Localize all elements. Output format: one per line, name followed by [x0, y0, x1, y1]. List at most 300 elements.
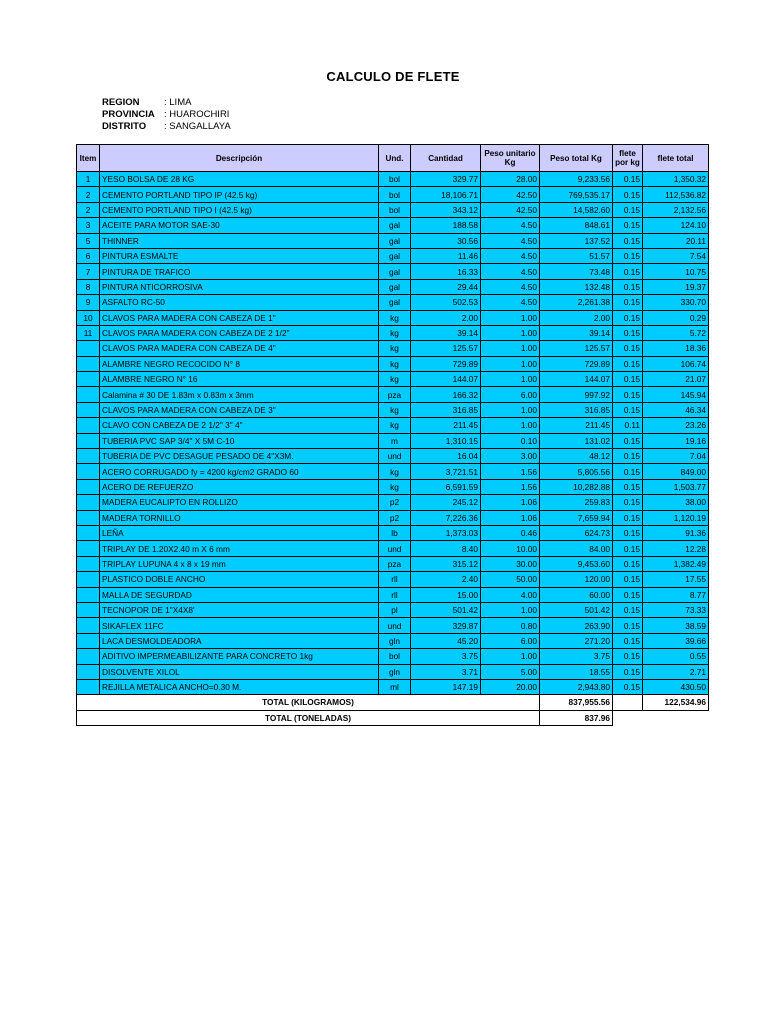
cell-cantidad: 502.53	[411, 295, 481, 310]
cell-flete-total: 112,536.82	[643, 187, 709, 202]
cell-descripcion: Calamina # 30 DE 1.83m x 0.83m x 3mm	[100, 387, 379, 402]
cell-descripcion: TUBERIA PVC SAP 3/4" X 5M C-10	[100, 433, 379, 448]
cell-flete-kg: 0.15	[613, 295, 643, 310]
table-row	[77, 248, 709, 263]
cell-flete-total: 1,382.49	[643, 556, 709, 571]
cell-descripcion: YESO BOLSA DE 28 KG	[100, 172, 379, 187]
meta-label: REGION	[102, 97, 140, 108]
meta-row	[102, 109, 231, 121]
table-row	[77, 556, 709, 571]
cell-und: m	[379, 433, 411, 448]
cell-flete-kg: 0.15	[613, 510, 643, 525]
cell-descripcion: PLASTICO DOBLE ANCHO	[100, 572, 379, 587]
cell-peso-unitario: 10.00	[481, 541, 540, 556]
cell-und: kg	[379, 341, 411, 356]
cell-peso-unitario: 1.00	[481, 402, 540, 417]
cell-cantidad: 329.87	[411, 618, 481, 633]
cell-peso-total: 48.12	[540, 449, 613, 464]
col-item-header: Item	[77, 145, 100, 172]
cell-und: kg	[379, 310, 411, 325]
cell-item	[77, 433, 100, 448]
cell-flete-total: 1,120.19	[643, 510, 709, 525]
table-row	[77, 325, 709, 340]
cell-peso-total: 259.83	[540, 495, 613, 510]
cell-flete-total: 20.11	[643, 233, 709, 248]
cell-descripcion: PINTURA ESMALTE	[100, 248, 379, 263]
cell-flete-kg: 0.15	[613, 248, 643, 263]
location-info	[102, 97, 231, 133]
cell-peso-total: 73.48	[540, 264, 613, 279]
cell-und: lb	[379, 525, 411, 540]
cell-flete-total: 2.71	[643, 664, 709, 679]
cell-cantidad: 501.42	[411, 602, 481, 617]
cell-item	[77, 587, 100, 602]
cell-peso-total: 84.00	[540, 541, 613, 556]
cell-peso-total: 2,261.38	[540, 295, 613, 310]
cell-peso-unitario: 1.00	[481, 325, 540, 340]
cell-item	[77, 372, 100, 387]
cell-cantidad: 316.85	[411, 402, 481, 417]
cell-peso-total: 18.55	[540, 664, 613, 679]
cell-descripcion: MADERA EUCALIPTO EN ROLLIZO	[100, 495, 379, 510]
cell-item	[77, 387, 100, 402]
table-row	[77, 479, 709, 494]
cell-peso-unitario: 50.00	[481, 572, 540, 587]
cell-item: 2	[77, 202, 100, 217]
cell-flete-kg: 0.15	[613, 633, 643, 648]
cell-cantidad: 16.33	[411, 264, 481, 279]
cell-flete-total: 91.36	[643, 525, 709, 540]
cell-und: gln	[379, 664, 411, 679]
cell-flete-total: 0.29	[643, 310, 709, 325]
total-kg-flete: 122,534.96	[643, 695, 709, 710]
cell-descripcion: ACEITE PARA MOTOR SAE-30	[100, 218, 379, 233]
cell-flete-total: 5.72	[643, 325, 709, 340]
cell-peso-total: 39.14	[540, 325, 613, 340]
cell-peso-total: 137.52	[540, 233, 613, 248]
cell-und: bol	[379, 649, 411, 664]
cell-und: pl	[379, 602, 411, 617]
cell-und: rll	[379, 572, 411, 587]
cell-peso-total: 120.00	[540, 572, 613, 587]
cell-flete-total: 145.94	[643, 387, 709, 402]
cell-peso-unitario: 1.00	[481, 372, 540, 387]
cell-item	[77, 402, 100, 417]
meta-value: : LIMA	[164, 97, 192, 108]
table-row	[77, 218, 709, 233]
cell-flete-kg: 0.15	[613, 279, 643, 294]
cell-flete-kg: 0.15	[613, 464, 643, 479]
cell-cantidad: 729.89	[411, 356, 481, 371]
cell-flete-kg: 0.15	[613, 618, 643, 633]
cell-peso-total: 9,233.56	[540, 172, 613, 187]
cell-und: kg	[379, 418, 411, 433]
col-peso-unitario-header: Peso unitario Kg	[481, 145, 540, 172]
cell-cantidad: 144.07	[411, 372, 481, 387]
cell-cantidad: 211.45	[411, 418, 481, 433]
table-row	[77, 602, 709, 617]
cell-flete-kg: 0.11	[613, 418, 643, 433]
cell-flete-total: 849.00	[643, 464, 709, 479]
cell-peso-total: 263.90	[540, 618, 613, 633]
cell-descripcion: THINNER	[100, 233, 379, 248]
cell-peso-unitario: 1.00	[481, 602, 540, 617]
cell-item: 2	[77, 187, 100, 202]
meta-row	[102, 97, 231, 109]
cell-flete-kg: 0.15	[613, 356, 643, 371]
meta-value: : SANGALLAYA	[164, 121, 231, 132]
cell-flete-total: 38.59	[643, 618, 709, 633]
cell-flete-total: 106.74	[643, 356, 709, 371]
cell-peso-unitario: 0.46	[481, 525, 540, 540]
table-row	[77, 387, 709, 402]
cell-peso-total: 131.02	[540, 433, 613, 448]
cell-und: kg	[379, 325, 411, 340]
cell-peso-total: 9,453.60	[540, 556, 613, 571]
meta-label: PROVINCIA	[102, 109, 155, 120]
cell-flete-kg: 0.15	[613, 387, 643, 402]
cell-und: kg	[379, 402, 411, 417]
cell-peso-unitario: 1.06	[481, 495, 540, 510]
cell-descripcion: ACERO CORRUGADO fy = 4200 kg/cm2 GRADO 60	[100, 464, 379, 479]
cell-peso-unitario: 1.00	[481, 310, 540, 325]
cell-descripcion: CLAVO CON CABEZA DE 2 1/2" 3" 4"	[100, 418, 379, 433]
cell-flete-kg: 0.15	[613, 325, 643, 340]
cell-item	[77, 602, 100, 617]
table-row	[77, 202, 709, 217]
cell-cantidad: 3,721.51	[411, 464, 481, 479]
cell-und: gal	[379, 295, 411, 310]
cell-flete-kg: 0.15	[613, 402, 643, 417]
cell-peso-unitario: 1.56	[481, 464, 540, 479]
cell-peso-total: 7,659.94	[540, 510, 613, 525]
total-kg-label: TOTAL (KILOGRAMOS)	[77, 695, 540, 710]
cell-descripcion: CEMENTO PORTLAND TIPO IP (42.5 kg)	[100, 187, 379, 202]
cell-item	[77, 341, 100, 356]
cell-cantidad: 8.40	[411, 541, 481, 556]
cell-und: und	[379, 449, 411, 464]
cell-und: und	[379, 618, 411, 633]
table-row	[77, 587, 709, 602]
cell-cantidad: 2.40	[411, 572, 481, 587]
table-row	[77, 464, 709, 479]
cell-flete-total: 330.70	[643, 295, 709, 310]
total-ton-label: TOTAL (TONELADAS)	[77, 710, 540, 725]
cell-item	[77, 664, 100, 679]
cell-und: gln	[379, 633, 411, 648]
cell-cantidad: 1,310.15	[411, 433, 481, 448]
cell-peso-unitario: 6.00	[481, 633, 540, 648]
cell-flete-kg: 0.15	[613, 310, 643, 325]
table-row	[77, 572, 709, 587]
cell-peso-unitario: 42.50	[481, 202, 540, 217]
cell-cantidad: 147.19	[411, 679, 481, 694]
cell-item	[77, 649, 100, 664]
cell-item: 7	[77, 264, 100, 279]
cell-item	[77, 418, 100, 433]
cell-peso-total: 271.20	[540, 633, 613, 648]
freight-table	[76, 144, 709, 726]
cell-cantidad: 166.32	[411, 387, 481, 402]
table-row	[77, 172, 709, 187]
total-kg-row	[77, 695, 709, 710]
col-peso-total-header: Peso total Kg	[540, 145, 613, 172]
cell-item: 1	[77, 172, 100, 187]
cell-descripcion: MALLA DE SEGURDAD	[100, 587, 379, 602]
table-row	[77, 187, 709, 202]
cell-descripcion: PINTURA NTICORROSIVA	[100, 279, 379, 294]
cell-flete-total: 2,132.56	[643, 202, 709, 217]
cell-flete-kg: 0.15	[613, 341, 643, 356]
cell-flete-kg: 0.15	[613, 572, 643, 587]
table-row	[77, 541, 709, 556]
cell-item: 6	[77, 248, 100, 263]
cell-descripcion: TECNOPOR DE 1"X4X8'	[100, 602, 379, 617]
cell-und: gal	[379, 264, 411, 279]
cell-peso-total: 10,282.88	[540, 479, 613, 494]
cell-und: pza	[379, 556, 411, 571]
cell-flete-total: 10.75	[643, 264, 709, 279]
total-kg-empty	[613, 695, 643, 710]
cell-flete-total: 124.10	[643, 218, 709, 233]
table-row	[77, 310, 709, 325]
table-row	[77, 679, 709, 694]
cell-flete-total: 7.54	[643, 248, 709, 263]
cell-peso-unitario: 4.50	[481, 264, 540, 279]
cell-cantidad: 15.00	[411, 587, 481, 602]
cell-peso-total: 769,535.17	[540, 187, 613, 202]
cell-und: kg	[379, 464, 411, 479]
cell-flete-total: 21.07	[643, 372, 709, 387]
cell-item	[77, 356, 100, 371]
col-flete-total-header: flete total	[643, 145, 709, 172]
cell-peso-total: 51.57	[540, 248, 613, 263]
cell-flete-total: 8.77	[643, 587, 709, 602]
cell-item: 5	[77, 233, 100, 248]
table-row	[77, 495, 709, 510]
cell-peso-total: 144.07	[540, 372, 613, 387]
col-cantidad-header: Cantidad	[411, 145, 481, 172]
cell-flete-total: 39.66	[643, 633, 709, 648]
cell-flete-kg: 0.15	[613, 495, 643, 510]
cell-flete-total: 46.34	[643, 402, 709, 417]
cell-item	[77, 572, 100, 587]
col-flete-kg-header: flete por kg	[613, 145, 643, 172]
cell-cantidad: 2.00	[411, 310, 481, 325]
cell-flete-kg: 0.15	[613, 525, 643, 540]
cell-peso-unitario: 0.10	[481, 433, 540, 448]
cell-und: bol	[379, 187, 411, 202]
cell-peso-total: 848.61	[540, 218, 613, 233]
cell-peso-total: 2,943.80	[540, 679, 613, 694]
cell-cantidad: 3.75	[411, 649, 481, 664]
cell-cantidad: 18,106.71	[411, 187, 481, 202]
cell-flete-kg: 0.15	[613, 602, 643, 617]
table-row	[77, 356, 709, 371]
table-header	[77, 145, 709, 172]
cell-flete-kg: 0.15	[613, 587, 643, 602]
cell-flete-total: 1,350.32	[643, 172, 709, 187]
cell-peso-total: 3.75	[540, 649, 613, 664]
cell-peso-unitario: 4.50	[481, 218, 540, 233]
cell-descripcion: MADERA TORNILLO	[100, 510, 379, 525]
cell-flete-kg: 0.15	[613, 664, 643, 679]
cell-flete-total: 23.26	[643, 418, 709, 433]
cell-cantidad: 16.04	[411, 449, 481, 464]
cell-und: gal	[379, 248, 411, 263]
cell-descripcion: CLAVOS PARA MADERA CON CABEZA DE 2 1/2"	[100, 325, 379, 340]
table-row	[77, 264, 709, 279]
cell-descripcion: LEÑA	[100, 525, 379, 540]
cell-descripcion: CEMENTO PORTLAND TIPO I (42.5 kg)	[100, 202, 379, 217]
cell-peso-unitario: 4.00	[481, 587, 540, 602]
table-row	[77, 618, 709, 633]
cell-descripcion: TRIPLAY LUPUNA 4 x 8 x 19 mm	[100, 556, 379, 571]
cell-und: gal	[379, 218, 411, 233]
cell-peso-total: 501.42	[540, 602, 613, 617]
cell-flete-kg: 0.15	[613, 541, 643, 556]
cell-flete-total: 19.16	[643, 433, 709, 448]
cell-cantidad: 125.57	[411, 341, 481, 356]
cell-peso-total: 729.89	[540, 356, 613, 371]
cell-und: kg	[379, 372, 411, 387]
cell-descripcion: CLAVOS PARA MADERA CON CABEZA DE 4"	[100, 341, 379, 356]
cell-und: p2	[379, 495, 411, 510]
cell-cantidad: 7,226.36	[411, 510, 481, 525]
cell-peso-total: 60.00	[540, 587, 613, 602]
cell-peso-unitario: 4.50	[481, 233, 540, 248]
cell-peso-unitario: 4.50	[481, 248, 540, 263]
table-row	[77, 295, 709, 310]
cell-flete-kg: 0.15	[613, 172, 643, 187]
cell-cantidad: 188.58	[411, 218, 481, 233]
cell-item: 9	[77, 295, 100, 310]
cell-peso-unitario: 42.50	[481, 187, 540, 202]
table-row	[77, 449, 709, 464]
cell-peso-unitario: 3.00	[481, 449, 540, 464]
cell-descripcion: ALAMBRE NEGRO N° 16	[100, 372, 379, 387]
table-row	[77, 525, 709, 540]
cell-flete-kg: 0.15	[613, 679, 643, 694]
cell-cantidad: 30.56	[411, 233, 481, 248]
cell-descripcion: SIKAFLEX 11FC	[100, 618, 379, 633]
cell-item	[77, 541, 100, 556]
cell-flete-kg: 0.15	[613, 202, 643, 217]
cell-item: 3	[77, 218, 100, 233]
cell-und: pza	[379, 387, 411, 402]
cell-flete-kg: 0.15	[613, 218, 643, 233]
cell-flete-total: 19.37	[643, 279, 709, 294]
cell-cantidad: 29.44	[411, 279, 481, 294]
total-kg-peso: 837,955.56	[540, 695, 613, 710]
cell-peso-total: 14,582.60	[540, 202, 613, 217]
table-row	[77, 372, 709, 387]
table-row	[77, 433, 709, 448]
cell-peso-total: 316.85	[540, 402, 613, 417]
cell-und: rll	[379, 587, 411, 602]
meta-row	[102, 121, 231, 133]
cell-peso-total: 211.45	[540, 418, 613, 433]
table-row	[77, 341, 709, 356]
cell-peso-total: 132.48	[540, 279, 613, 294]
cell-flete-total: 12.28	[643, 541, 709, 556]
cell-peso-total: 997.92	[540, 387, 613, 402]
cell-descripcion: DISOLVENTE XILOL	[100, 664, 379, 679]
meta-label: DISTRITO	[102, 121, 147, 132]
cell-flete-total: 430.50	[643, 679, 709, 694]
cell-peso-total: 125.57	[540, 341, 613, 356]
cell-und: gal	[379, 279, 411, 294]
cell-peso-unitario: 4.50	[481, 279, 540, 294]
cell-flete-total: 17.55	[643, 572, 709, 587]
table-row	[77, 279, 709, 294]
cell-descripcion: CLAVOS PARA MADERA CON CABEZA DE 3"	[100, 402, 379, 417]
cell-und: bol	[379, 172, 411, 187]
cell-descripcion: REJILLA METALICA ANCHO=0.30 M.	[100, 679, 379, 694]
cell-peso-unitario: 0.80	[481, 618, 540, 633]
cell-cantidad: 11.46	[411, 248, 481, 263]
cell-item	[77, 633, 100, 648]
cell-cantidad: 39.14	[411, 325, 481, 340]
cell-und: ml	[379, 679, 411, 694]
cell-peso-unitario: 4.50	[481, 295, 540, 310]
cell-peso-total: 5,805.56	[540, 464, 613, 479]
cell-item	[77, 510, 100, 525]
cell-descripcion: LACA DESMOLDEADORA	[100, 633, 379, 648]
cell-peso-unitario: 1.00	[481, 356, 540, 371]
table-row	[77, 418, 709, 433]
total-ton-row	[77, 710, 709, 725]
cell-und: kg	[379, 356, 411, 371]
cell-peso-unitario: 1.56	[481, 479, 540, 494]
cell-flete-kg: 0.15	[613, 264, 643, 279]
cell-descripcion: ACERO DE REFUERZO	[100, 479, 379, 494]
total-ton-empty	[643, 710, 709, 725]
cell-flete-total: 73.33	[643, 602, 709, 617]
cell-cantidad: 3.71	[411, 664, 481, 679]
cell-item: 10	[77, 310, 100, 325]
cell-item	[77, 679, 100, 694]
cell-peso-unitario: 1.00	[481, 418, 540, 433]
cell-peso-total: 2.00	[540, 310, 613, 325]
cell-und: gal	[379, 233, 411, 248]
cell-descripcion: ALAMBRE NEGRO RECOCIDO N° 8	[100, 356, 379, 371]
table-row	[77, 633, 709, 648]
cell-cantidad: 1,373.03	[411, 525, 481, 540]
cell-flete-total: 1,503.77	[643, 479, 709, 494]
col-descripcion-header: Descripción	[100, 145, 379, 172]
cell-flete-kg: 0.15	[613, 372, 643, 387]
cell-flete-kg: 0.15	[613, 479, 643, 494]
cell-peso-unitario: 30.00	[481, 556, 540, 571]
cell-descripcion: ADITIVO IMPERMEABILIZANTE PARA CONCRETO 1kg	[100, 649, 379, 664]
cell-flete-total: 0.55	[643, 649, 709, 664]
table-row	[77, 233, 709, 248]
cell-item	[77, 618, 100, 633]
cell-flete-kg: 0.15	[613, 187, 643, 202]
cell-item	[77, 479, 100, 494]
cell-peso-unitario: 20.00	[481, 679, 540, 694]
cell-descripcion: TUBERIA DE PVC DESAGUE PESADO DE 4"X3M.	[100, 449, 379, 464]
cell-peso-unitario: 6.00	[481, 387, 540, 402]
page-title: CALCULO DE FLETE	[326, 69, 460, 84]
cell-peso-unitario: 28.00	[481, 172, 540, 187]
cell-descripcion: PINTURA DE TRAFICO	[100, 264, 379, 279]
table-row	[77, 402, 709, 417]
cell-peso-total: 624.73	[540, 525, 613, 540]
cell-flete-kg: 0.15	[613, 556, 643, 571]
cell-item	[77, 449, 100, 464]
